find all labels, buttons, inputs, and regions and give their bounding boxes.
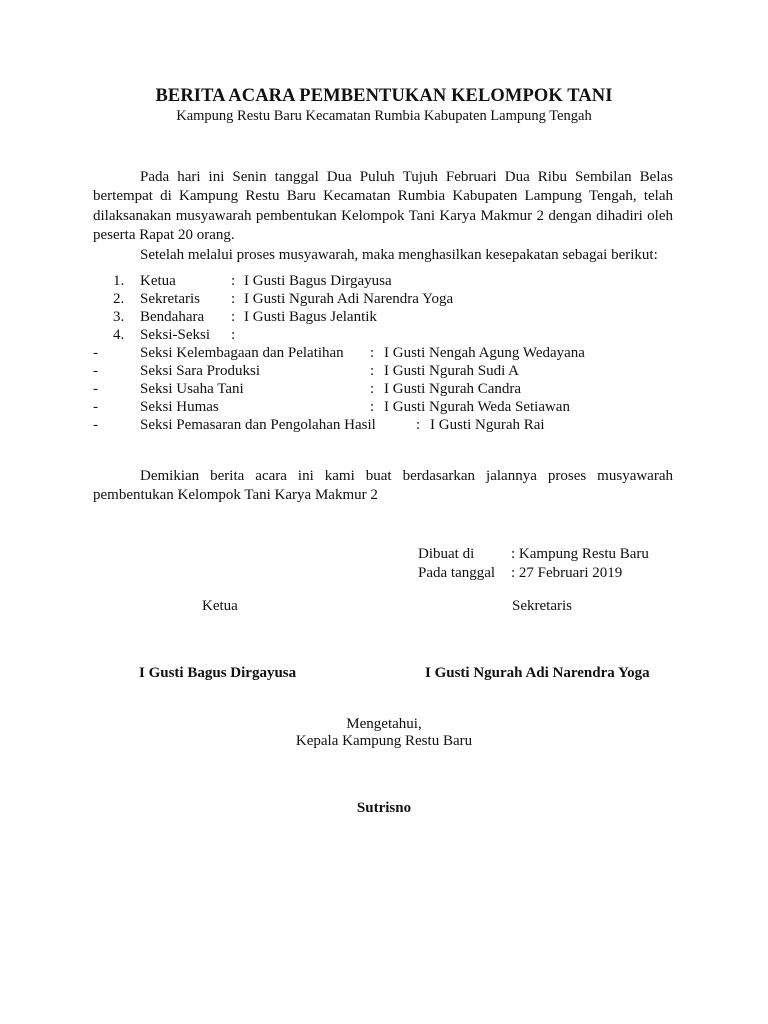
list-dash: - <box>93 345 98 361</box>
section-row <box>0 398 768 417</box>
officer-row-chair <box>0 272 768 291</box>
section-role: Seksi Pemasaran dan Pengolahan Hasil <box>140 417 376 433</box>
closing-paragraph <box>93 467 673 506</box>
list-number: 2. <box>113 291 125 307</box>
document-title: BERITA ACARA PEMBENTUKAN KELOMPOK TANI <box>155 86 613 106</box>
list-number: 4. <box>113 327 125 343</box>
place-value: : Kampung Restu Baru <box>511 546 649 562</box>
list-dash: - <box>93 399 98 415</box>
officer-row-treasurer <box>0 308 768 327</box>
acknowledgement-label: Mengetahui, <box>346 716 422 732</box>
opening-paragraph <box>93 168 673 245</box>
agreement-intro: Setelah melalui proses musyawarah, maka menghasilkan kesepakatan sebagai berikut: <box>140 247 658 263</box>
separator: : <box>231 327 236 343</box>
list-number: 3. <box>113 309 125 325</box>
chair-signature-role: Ketua <box>202 598 238 614</box>
officer-row-secretary <box>0 290 768 309</box>
officer-role: Seksi-Seksi <box>140 327 211 343</box>
section-member: I Gusti Nengah Agung Wedayana <box>384 345 585 361</box>
separator: : <box>370 399 375 415</box>
officer-role: Bendahara <box>140 309 205 325</box>
section-role: Seksi Usaha Tani <box>140 381 244 397</box>
separator: : <box>370 381 375 397</box>
separator: : <box>416 417 421 433</box>
section-row <box>0 380 768 399</box>
separator: : <box>231 273 236 289</box>
section-role: Seksi Kelembagaan dan Pelatihan <box>140 345 344 361</box>
officer-role: Sekretaris <box>140 291 200 307</box>
officer-name: I Gusti Ngurah Adi Narendra Yoga <box>244 291 454 307</box>
section-member: I Gusti Ngurah Sudi A <box>384 363 519 379</box>
list-dash: - <box>93 381 98 397</box>
separator: : <box>231 309 236 325</box>
list-number: 1. <box>113 273 125 289</box>
section-role: Seksi Humas <box>140 399 219 415</box>
date-label: Pada tanggal <box>418 565 496 581</box>
closing-paragraph-text: Demikian berita acara ini kami buat berdasarkan jalannya proses musyawarah pembentukan Kelompok Tani Karya Makmur 2 <box>93 468 673 504</box>
secretary-signature-name: I Gusti Ngurah Adi Narendra Yoga <box>425 665 650 681</box>
list-dash: - <box>93 417 98 433</box>
section-row <box>0 416 768 435</box>
section-row <box>0 362 768 381</box>
section-member: I Gusti Ngurah Candra <box>384 381 522 397</box>
section-member: I Gusti Ngurah Weda Setiawan <box>384 399 570 415</box>
secretary-signature-role: Sekretaris <box>512 598 572 614</box>
separator: : <box>370 363 375 379</box>
date-value: : 27 Februari 2019 <box>511 565 623 581</box>
section-role: Seksi Sara Produksi <box>140 363 260 379</box>
separator: : <box>231 291 236 307</box>
officer-row-sections <box>0 326 768 345</box>
officer-role: Ketua <box>140 273 176 289</box>
place-label: Dibuat di <box>418 546 475 562</box>
document-subtitle: Kampung Restu Baru Kecamatan Rumbia Kabupaten Lampung Tengah <box>176 108 592 124</box>
village-head-title: Kepala Kampung Restu Baru <box>295 733 473 749</box>
section-row <box>0 344 768 363</box>
officer-name: I Gusti Bagus Dirgayusa <box>244 273 392 289</box>
chair-signature-name: I Gusti Bagus Dirgayusa <box>139 665 297 681</box>
village-head-name: Sutrisno <box>356 800 412 816</box>
list-dash: - <box>93 363 98 379</box>
opening-paragraph-text: Pada hari ini Senin tanggal Dua Puluh Tujuh Februari Dua Ribu Sembilan Belas bertempat di Kampung Restu Baru Kecamatan Rumbia Kabupaten Lampung Tengah, telah dilaksanakan musyawarah pembentukan Kelompok Tani Karya Makmur 2 dengan dihadiri oleh peserta Rapat 20 orang. <box>93 169 673 243</box>
section-member: I Gusti Ngurah Rai <box>430 417 545 433</box>
officer-name: I Gusti Bagus Jelantik <box>244 309 377 325</box>
separator: : <box>370 345 375 361</box>
